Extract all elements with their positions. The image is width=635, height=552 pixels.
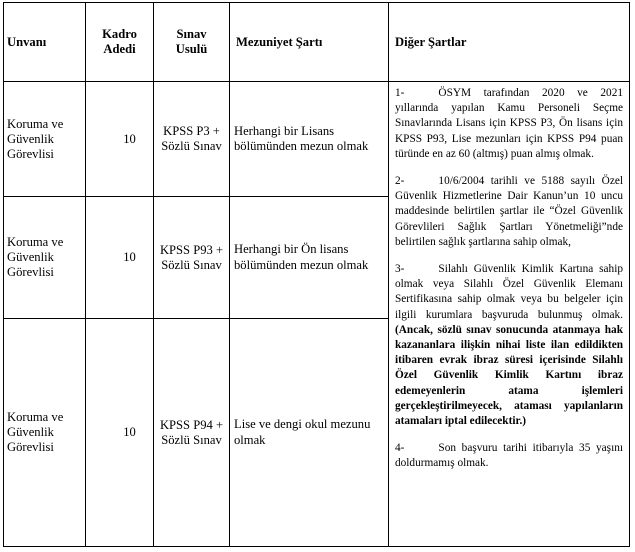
condition-text: ÖSYM tarafından 2020 ve 2021 yıllarında yapılan Kamu Personeli Seçme Sınavlarında Lisans için KPSS P3, Ön lisans için KPSS P93, Lise mezunları için KPSS P94 puan türünde en az 60 (altmış) puan almış olmak. [395, 87, 623, 160]
condition-item [395, 441, 623, 471]
header-kadro-line1: Kadro [102, 27, 137, 41]
cell-mezuniyet: Lise ve dengi okul mezunu olmak [230, 319, 389, 547]
cell-kadro: 10 [86, 319, 154, 547]
cell-unvan: Koruma ve Güvenlik Görevlisi [4, 319, 86, 547]
cell-diger-sartlar [389, 82, 630, 547]
cell-kadro: 10 [86, 82, 154, 197]
header-kadro-line2: Adedi [103, 42, 136, 56]
cell-sinav: KPSS P94 + Sözlü Sınav [154, 319, 230, 547]
condition-item [395, 86, 623, 162]
condition-text: 10/6/2004 tarihli ve 5188 sayılı Özel Güvenlik Hizmetlerine Dair Kanun’un 10 uncu maddesinde belirtilen şartlar ile “Özel Güvenlik Görevlileri Sağlık Şartları Yönetmeliği”nde belirtilen sağlık şartlarına sahip olmak, [395, 175, 623, 248]
condition-number: 3- [395, 263, 405, 276]
condition-number: 4- [395, 442, 405, 455]
condition-item [395, 174, 623, 250]
header-sinav-line1: Sınav [176, 27, 207, 41]
condition-number: 2- [395, 175, 405, 188]
cell-mezuniyet: Herhangi bir Lisans bölümünden mezun olmak [230, 82, 389, 197]
header-diger-sartlar: Diğer Şartlar [389, 3, 630, 82]
condition-text: Son başvuru tarihi itibarıyla 35 yaşını doldurmamış olmak. [395, 442, 623, 470]
header-sinav-line2: Usulü [175, 42, 208, 56]
cell-unvan: Koruma ve Güvenlik Görevlisi [4, 82, 86, 197]
condition-item [395, 262, 623, 429]
cell-mezuniyet: Herhangi bir Ön lisans bölümünden mezun olmak [230, 197, 389, 319]
header-kadro-adedi [86, 3, 154, 82]
header-row [4, 3, 630, 82]
condition-bold-note: (Ancak, sözlü sınav sonucunda atanmaya hak kazananlara ilişkin nihai liste ilan edildikten itibaren evrak ibraz süresi içerisinde Silahlı Özel Güvenlik Kimlik Kartını ibraz edemeyenlerin atama işlemleri gerçekleştirilmeyecek, ataması yapılanların atamaları iptal edilecektir.) [395, 323, 623, 428]
condition-number: 1- [395, 87, 405, 99]
header-sinav-usulu [154, 3, 230, 82]
cell-sinav: KPSS P3 + Sözlü Sınav [154, 82, 230, 197]
cell-unvan: Koruma ve Güvenlik Görevlisi [4, 197, 86, 319]
table-row [4, 82, 630, 197]
requirements-table [3, 2, 630, 547]
condition-text: Silahlı Güvenlik Kimlik Kartına sahip olmak veya Silahlı Özel Güvenlik Elemanı Sertifikasına sahip olmak veya bu belgeler için ilgili kurumlara başvuruda bulunmuş olmak. [395, 263, 623, 321]
header-unvan: Unvanı [4, 3, 86, 82]
cell-sinav: KPSS P93 + Sözlü Sınav [154, 197, 230, 319]
header-mezuniyet-sarti: Mezuniyet Şartı [230, 3, 389, 82]
cell-kadro: 10 [86, 197, 154, 319]
